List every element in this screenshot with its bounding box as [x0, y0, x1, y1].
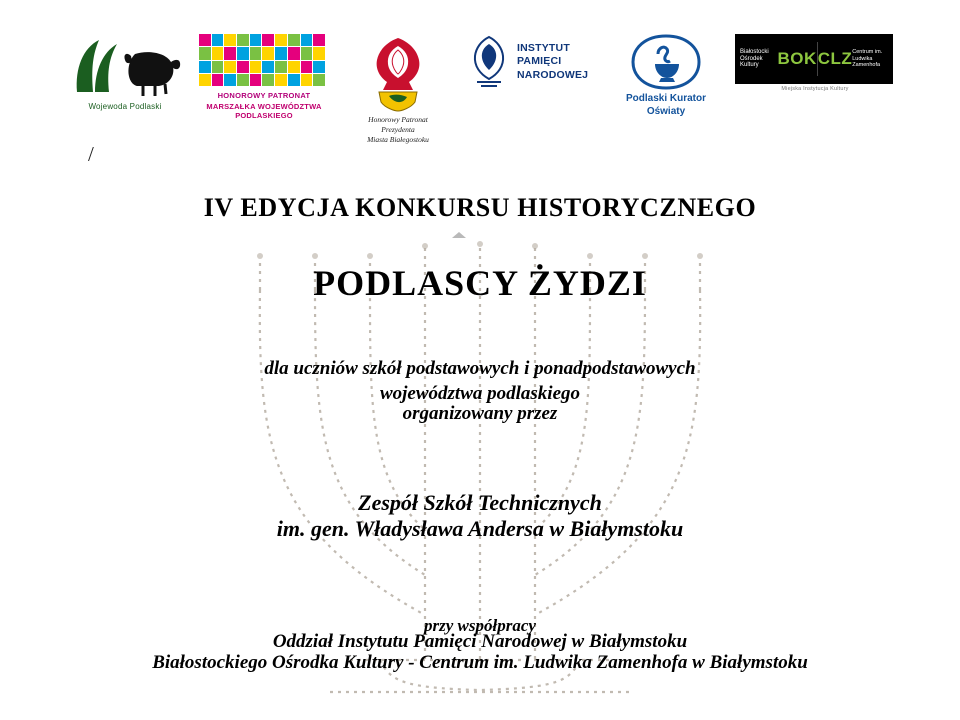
prezydent-caption-2: Prezydenta — [381, 125, 415, 135]
bok-mark: BOK — [777, 49, 817, 68]
prezydent-caption-1: Honorowy Patronat — [368, 115, 428, 124]
ipn-caption-3: NARODOWEJ — [517, 68, 589, 81]
audience-line-3: organizowany przez — [402, 403, 558, 424]
logo-marszalek-caption-1: HONOROWY PATRONAT — [217, 91, 311, 100]
stray-slash-mark: / — [88, 142, 94, 166]
ipn-caption-1: INSTYTUT — [517, 41, 570, 54]
bok-subline: Miejska Instytucja Kultury — [781, 86, 849, 92]
organizer-line-2: im. gen. Władysława Andersa w Białymstoku — [276, 516, 684, 541]
kurator-caption-2: Oświaty — [646, 105, 686, 117]
bok-left-text: Białostocki Ośrodek Kultury — [740, 48, 769, 69]
audience-line-1: dla uczniów szkół podstawowych i ponadpodstawowych — [264, 358, 696, 379]
ipn-caption-2: PAMIĘCI — [517, 55, 562, 68]
organizer-line-1: Zespół Szkół Technicznych — [358, 490, 602, 515]
kurator-caption-1: Podlaski Kurator — [625, 93, 707, 104]
audience-line-2: województwa podlaskiego — [379, 383, 581, 404]
partner-line-2: Białostockiego Ośrodka Kultury - Centrum im. Ludwika Zamenhofa w Białymstoku — [152, 652, 808, 673]
clz-mark: CLZ — [817, 49, 853, 68]
cooperation-label: przy współpracy — [424, 616, 536, 635]
partner-line-1: Oddział Instytutu Pamięci Narodowej w Białymstoku — [272, 631, 688, 652]
logo-wojewoda-caption: Wojewoda Podlaski — [88, 102, 162, 111]
page-title: PODLASCY ŻYDZI — [313, 263, 647, 303]
clz-right-text: Centrum im. Ludwika Zamenhofa — [852, 49, 883, 69]
prezydent-caption-3: Miasta Białegostoku — [367, 135, 429, 145]
edition-heading: IV EDYCJA KONKURSU HISTORYCZNEGO — [203, 193, 757, 222]
logo-marszalek-caption-2: MARSZAŁKA WOJEWÓDZTWA PODLASKIEGO — [206, 102, 322, 120]
